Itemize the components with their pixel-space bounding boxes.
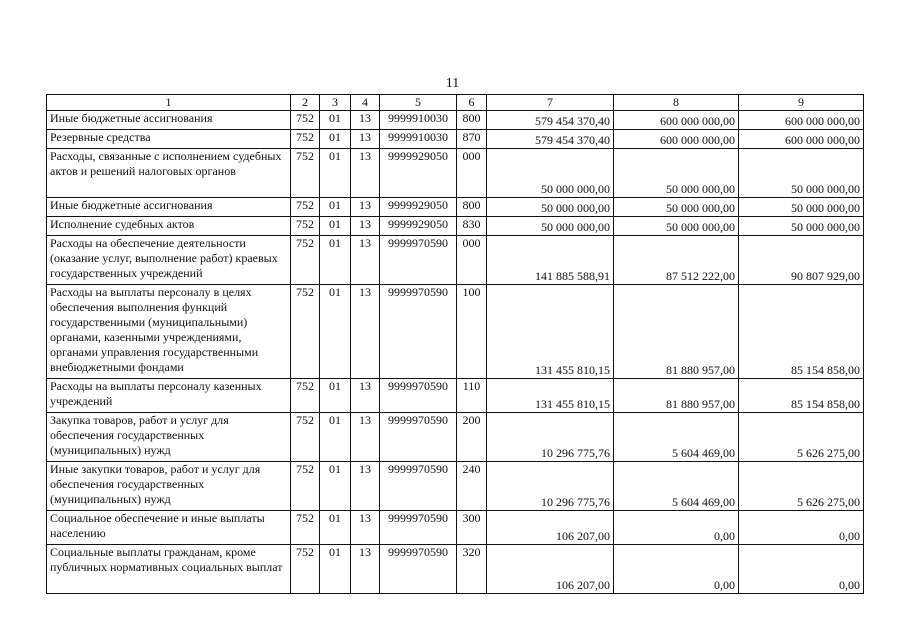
row-name: Иные бюджетные ассигнования xyxy=(47,111,291,130)
row-amount-col8: 50 000 000,00 xyxy=(614,217,739,236)
row-amount-col8: 0,00 xyxy=(614,545,739,594)
budget-table xyxy=(46,94,864,594)
row-subsection: 13 xyxy=(351,379,380,413)
table-row xyxy=(47,379,864,413)
column-header: 7 xyxy=(487,95,614,111)
row-chapter: 752 xyxy=(291,462,320,511)
row-target-article: 9999970590 xyxy=(380,236,457,285)
row-amount-col8: 81 880 957,00 xyxy=(614,379,739,413)
row-target-article: 9999970590 xyxy=(380,511,457,545)
row-amount-col9: 0,00 xyxy=(739,545,864,594)
row-amount-col9: 0,00 xyxy=(739,511,864,545)
row-amount-col9: 50 000 000,00 xyxy=(739,149,864,198)
column-header: 3 xyxy=(320,95,351,111)
row-name: Закупка товаров, работ и услуг для обеспечения государственных (муниципальных) нужд xyxy=(47,413,291,462)
table-row xyxy=(47,217,864,236)
row-amount-col9: 600 000 000,00 xyxy=(739,130,864,149)
row-section: 01 xyxy=(320,149,351,198)
row-amount-col8: 87 512 222,00 xyxy=(614,236,739,285)
table-row xyxy=(47,149,864,198)
table-row xyxy=(47,285,864,379)
row-expense-type: 300 xyxy=(457,511,487,545)
row-amount-col8: 600 000 000,00 xyxy=(614,111,739,130)
column-header: 5 xyxy=(380,95,457,111)
row-expense-type: 240 xyxy=(457,462,487,511)
row-expense-type: 110 xyxy=(457,379,487,413)
row-name: Расходы на обеспечение деятельности (оказание услуг, выполнение работ) краевых государственных учреждений xyxy=(47,236,291,285)
row-chapter: 752 xyxy=(291,236,320,285)
row-amount-col8: 81 880 957,00 xyxy=(614,285,739,379)
row-subsection: 13 xyxy=(351,236,380,285)
row-name: Расходы, связанные с исполнением судебных актов и решений налоговых органов xyxy=(47,149,291,198)
row-chapter: 752 xyxy=(291,111,320,130)
row-section: 01 xyxy=(320,285,351,379)
row-amount-col9: 50 000 000,00 xyxy=(739,198,864,217)
row-section: 01 xyxy=(320,413,351,462)
row-amount-col7: 50 000 000,00 xyxy=(487,198,614,217)
row-amount-col7: 579 454 370,40 xyxy=(487,130,614,149)
row-amount-col8: 5 604 469,00 xyxy=(614,462,739,511)
row-subsection: 13 xyxy=(351,413,380,462)
row-section: 01 xyxy=(320,462,351,511)
column-header: 9 xyxy=(739,95,864,111)
row-subsection: 13 xyxy=(351,511,380,545)
row-expense-type: 800 xyxy=(457,198,487,217)
row-target-article: 9999929050 xyxy=(380,198,457,217)
row-name: Социальные выплаты гражданам, кроме публичных нормативных социальных выплат xyxy=(47,545,291,594)
row-chapter: 752 xyxy=(291,217,320,236)
row-target-article: 9999910030 xyxy=(380,111,457,130)
row-amount-col8: 0,00 xyxy=(614,511,739,545)
row-amount-col7: 106 207,00 xyxy=(487,545,614,594)
row-amount-col9: 50 000 000,00 xyxy=(739,217,864,236)
page-number: 11 xyxy=(445,76,460,91)
row-chapter: 752 xyxy=(291,130,320,149)
row-chapter: 752 xyxy=(291,511,320,545)
column-header: 1 xyxy=(47,95,291,111)
row-name: Расходы на выплаты персоналу в целях обеспечения выполнения функций государственными (муниципальными) органами, казенными учреждениями, органами управления государственными внебюджетными фондами xyxy=(47,285,291,379)
row-amount-col9: 600 000 000,00 xyxy=(739,111,864,130)
row-expense-type: 100 xyxy=(457,285,487,379)
row-amount-col9: 90 807 929,00 xyxy=(739,236,864,285)
row-section: 01 xyxy=(320,511,351,545)
row-name: Иные бюджетные ассигнования xyxy=(47,198,291,217)
row-amount-col9: 5 626 275,00 xyxy=(739,413,864,462)
table-row xyxy=(47,511,864,545)
row-name: Резервные средства xyxy=(47,130,291,149)
table-row xyxy=(47,545,864,594)
row-subsection: 13 xyxy=(351,462,380,511)
column-header: 8 xyxy=(614,95,739,111)
row-subsection: 13 xyxy=(351,149,380,198)
row-amount-col7: 141 885 588,91 xyxy=(487,236,614,285)
row-section: 01 xyxy=(320,379,351,413)
row-amount-col7: 10 296 775,76 xyxy=(487,462,614,511)
row-amount-col7: 10 296 775,76 xyxy=(487,413,614,462)
column-header: 4 xyxy=(351,95,380,111)
row-target-article: 9999910030 xyxy=(380,130,457,149)
row-subsection: 13 xyxy=(351,545,380,594)
row-target-article: 9999970590 xyxy=(380,413,457,462)
row-amount-col8: 5 604 469,00 xyxy=(614,413,739,462)
row-amount-col7: 131 455 810,15 xyxy=(487,285,614,379)
row-expense-type: 830 xyxy=(457,217,487,236)
row-target-article: 9999970590 xyxy=(380,462,457,511)
row-expense-type: 000 xyxy=(457,236,487,285)
row-amount-col8: 50 000 000,00 xyxy=(614,149,739,198)
row-target-article: 9999970590 xyxy=(380,285,457,379)
row-amount-col9: 85 154 858,00 xyxy=(739,379,864,413)
table-row xyxy=(47,462,864,511)
row-chapter: 752 xyxy=(291,285,320,379)
row-amount-col8: 50 000 000,00 xyxy=(614,198,739,217)
row-amount-col8: 600 000 000,00 xyxy=(614,130,739,149)
row-section: 01 xyxy=(320,236,351,285)
row-expense-type: 320 xyxy=(457,545,487,594)
row-name: Исполнение судебных актов xyxy=(47,217,291,236)
row-expense-type: 200 xyxy=(457,413,487,462)
row-name: Иные закупки товаров, работ и услуг для обеспечения государственных (муниципальных) нужд xyxy=(47,462,291,511)
row-name: Социальное обеспечение и иные выплаты населению xyxy=(47,511,291,545)
row-expense-type: 870 xyxy=(457,130,487,149)
row-amount-col9: 85 154 858,00 xyxy=(739,285,864,379)
row-subsection: 13 xyxy=(351,130,380,149)
table-row xyxy=(47,130,864,149)
row-amount-col7: 131 455 810,15 xyxy=(487,379,614,413)
row-section: 01 xyxy=(320,198,351,217)
row-subsection: 13 xyxy=(351,217,380,236)
row-subsection: 13 xyxy=(351,111,380,130)
column-header: 2 xyxy=(291,95,320,111)
row-name: Расходы на выплаты персоналу казенных учреждений xyxy=(47,379,291,413)
table-row xyxy=(47,111,864,130)
row-chapter: 752 xyxy=(291,198,320,217)
table-row xyxy=(47,413,864,462)
row-section: 01 xyxy=(320,545,351,594)
row-expense-type: 800 xyxy=(457,111,487,130)
row-section: 01 xyxy=(320,217,351,236)
row-amount-col7: 579 454 370,40 xyxy=(487,111,614,130)
row-chapter: 752 xyxy=(291,149,320,198)
row-section: 01 xyxy=(320,130,351,149)
row-target-article: 9999929050 xyxy=(380,217,457,236)
header-row xyxy=(47,95,864,111)
row-chapter: 752 xyxy=(291,413,320,462)
column-header: 6 xyxy=(457,95,487,111)
table-row xyxy=(47,198,864,217)
row-target-article: 9999929050 xyxy=(380,149,457,198)
row-subsection: 13 xyxy=(351,198,380,217)
table-row xyxy=(47,236,864,285)
row-amount-col7: 50 000 000,00 xyxy=(487,217,614,236)
row-amount-col7: 50 000 000,00 xyxy=(487,149,614,198)
row-expense-type: 000 xyxy=(457,149,487,198)
row-chapter: 752 xyxy=(291,545,320,594)
row-chapter: 752 xyxy=(291,379,320,413)
row-section: 01 xyxy=(320,111,351,130)
row-amount-col9: 5 626 275,00 xyxy=(739,462,864,511)
row-subsection: 13 xyxy=(351,285,380,379)
row-target-article: 9999970590 xyxy=(380,379,457,413)
row-amount-col7: 106 207,00 xyxy=(487,511,614,545)
row-target-article: 9999970590 xyxy=(380,545,457,594)
